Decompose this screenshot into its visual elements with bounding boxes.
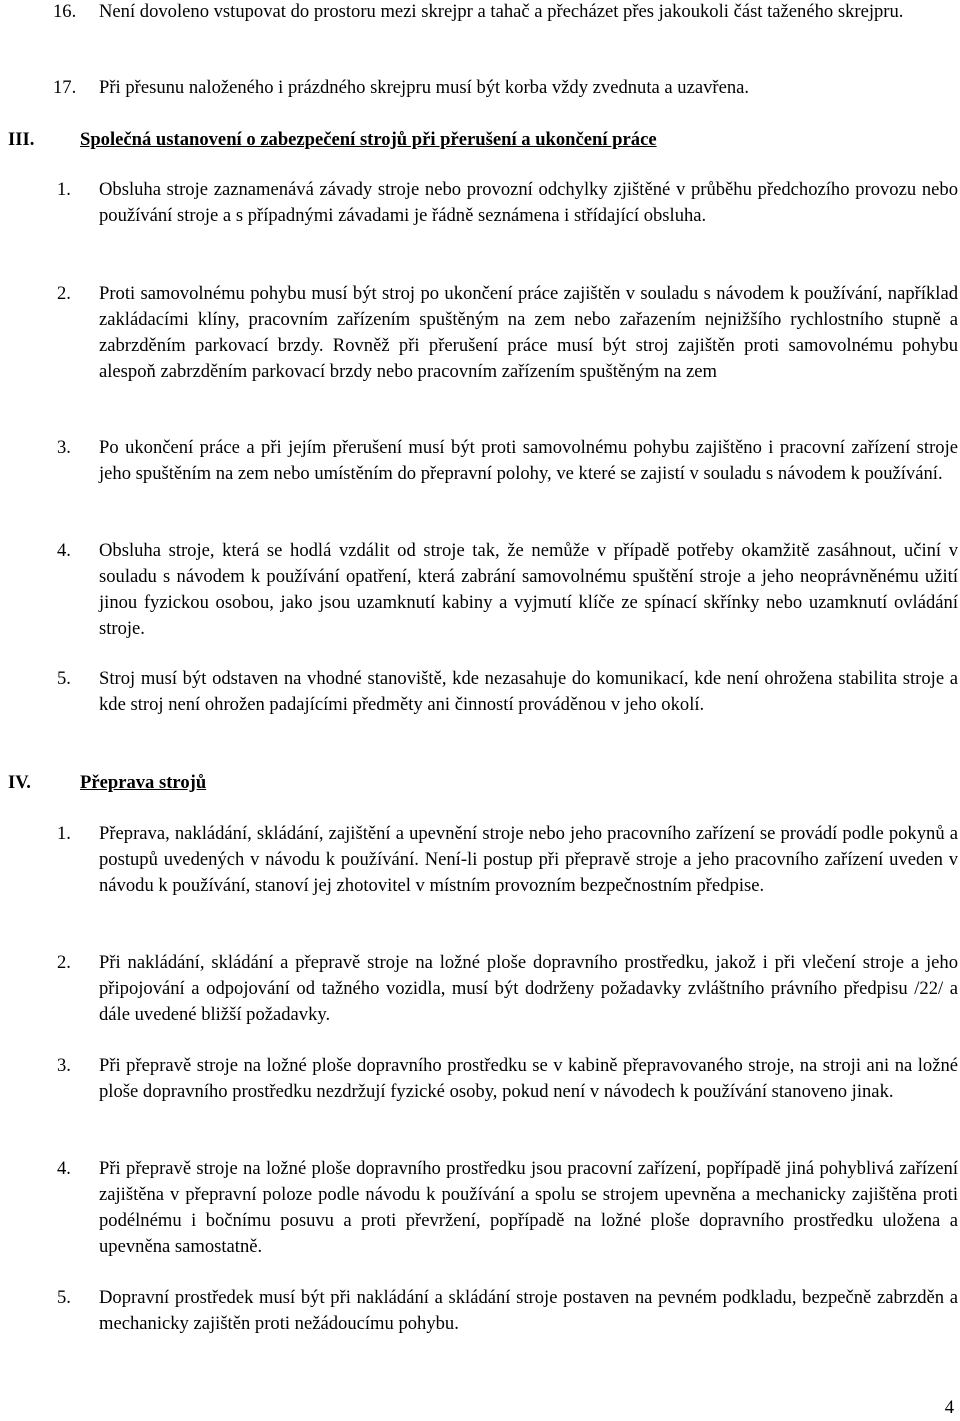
item-number: 3. xyxy=(57,437,71,458)
item-number: 5. xyxy=(57,1287,71,1308)
item-text: Při přesunu naloženého i prázdného skrejpru musí být korba vždy zvednuta a uzavřena. xyxy=(99,77,750,98)
item-text: Přeprava, nakládání, skládání, zajištění a upevnění stroje nebo jeho pracovního zařízení se provádí podle pokynů a postupů uvedených v návodu k používání. Není-li postup při přepravě stroje a jeho pracovního zařízení uveden v návodu k používání, stanoví jej zhotovitel v místním provozním bezpečnostním předpise. xyxy=(99,823,958,896)
item-number: 16. xyxy=(53,1,77,22)
item-text: Při nakládání, skládání a přepravě stroje na ložné ploše dopravního prostředku, jakož i při vlečení stroje a jeho připojování a odpojování od tažného vozidla, musí být dodrženy požadavky zvláštního právního předpisu /22/ a dále uvedené bližší požadavky. xyxy=(99,952,958,1025)
item-text: Není dovoleno vstupovat do prostoru mezi skrejpr a tahač a přecházet přes jakoukoli část taženého skrejpru. xyxy=(99,1,904,22)
item-number: 2. xyxy=(57,952,71,973)
page-number: 4 xyxy=(944,1397,954,1418)
item-number: 4. xyxy=(57,540,71,561)
item-text: Proti samovolnému pohybu musí být stroj po ukončení práce zajištěn v souladu s návodem k používání, například zakládacími klíny, pracovním zařízením spuštěným na zem nebo zařazením nejnižšího rychlostního stupně a zabrzděním parkovací brzdy. Rovněž při přerušení práce musí být stroj zajištěn proti samovolnému pohybu alespoň zabrzděním parkovací brzdy nebo pracovním zařízením spuštěným na zem xyxy=(99,283,958,382)
section-number: III. xyxy=(8,129,35,150)
item-number: 17. xyxy=(53,77,77,98)
item-number: 1. xyxy=(57,179,71,200)
item-number: 5. xyxy=(57,668,71,689)
item-number: 4. xyxy=(57,1158,71,1179)
item-text: Při přepravě stroje na ložné ploše dopravního prostředku jsou pracovní zařízení, popřípadě jiná pohyblivá zařízení zajištěna v přepravní poloze podle návodu k používání a spolu se strojem upevněna a mechanicky zajištěna proti podélnému i bočnímu posuvu a proti převržení, popřípadě na ložné ploše dopravního prostředku uložena a upevněna samostatně. xyxy=(99,1158,958,1257)
item-text: Při přepravě stroje na ložné ploše dopravního prostředku se v kabině přepravovaného stroje, na stroji ani na ložné ploše dopravního prostředku nezdržují fyzické osoby, pokud není v návodech k používání stanoveno jinak. xyxy=(99,1055,958,1102)
item-number: 2. xyxy=(57,283,71,304)
section-title: Společná ustanovení o zabezpečení strojů při přerušení a ukončení práce xyxy=(80,129,657,150)
item-text: Obsluha stroje, která se hodlá vzdálit od stroje tak, že nemůže v případě potřeby okamžitě zasáhnout, učiní v souladu s návodem k používání opatření, která zabrání samovolnému spuštění stroje a jeho neoprávněnému užití jinou fyzickou osobou, jako jsou uzamknutí kabiny a vyjmutí klíče ze spínací skřínky nebo uzamknutí ovládání stroje. xyxy=(99,540,958,639)
item-number: 3. xyxy=(57,1055,71,1076)
item-text: Obsluha stroje zaznamenává závady stroje nebo provozní odchylky zjištěné v průběhu předchozího provozu nebo používání stroje a s případnými závadami je řádně seznámena i střídající obsluha. xyxy=(99,179,958,226)
item-text: Stroj musí být odstaven na vhodné stanoviště, kde nezasahuje do komunikací, kde není ohrožena stabilita stroje a kde stroj není ohrožen padajícími předměty ani činností prováděnou v jeho okolí. xyxy=(99,668,958,715)
item-text: Dopravní prostředek musí být při nakládání a skládání stroje postaven na pevném podkladu, bezpečně zabrzděn a mechanicky zajištěn proti nežádoucímu pohybu. xyxy=(99,1287,958,1334)
item-number: 1. xyxy=(57,823,71,844)
item-text: Po ukončení práce a při jejím přerušení musí být proti samovolnému pohybu zajištěno i pracovní zařízení stroje jeho spuštěním na zem nebo umístěním do přepravní polohy, ve které se zajistí v souladu s návodem k používání. xyxy=(99,437,958,484)
section-title: Přeprava strojů xyxy=(80,772,207,793)
section-number: IV. xyxy=(8,772,31,793)
